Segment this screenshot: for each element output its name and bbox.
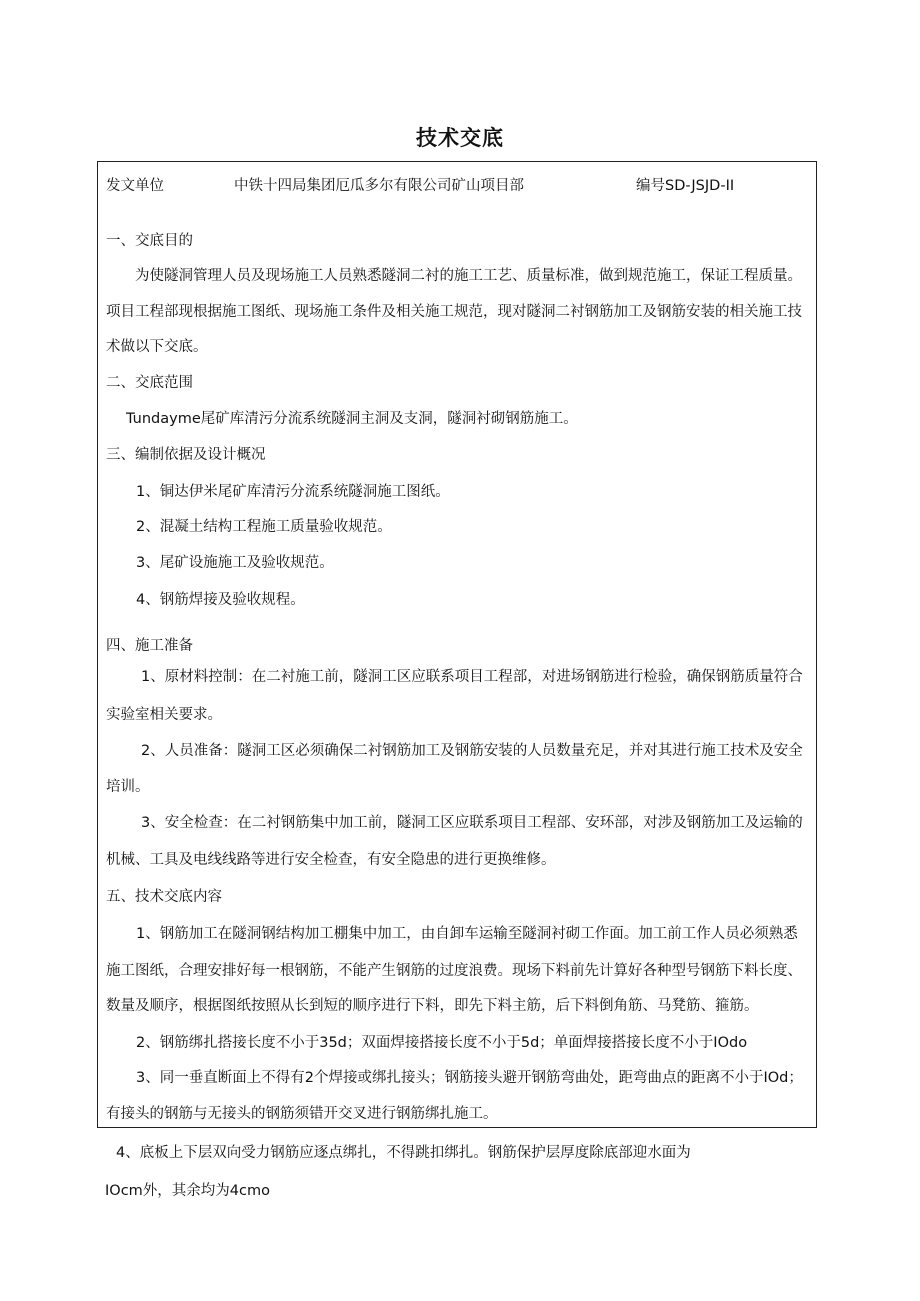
section-2-heading: 二、交底范围 — [106, 375, 193, 391]
s4-line: 2、人员准备：隧洞工区必须确保二衬钢筋加工及钢筋安装的人员数量充足，并对其进行施工技术及安全 — [141, 743, 803, 759]
s4-line: 实验室相关要求。 — [106, 707, 222, 723]
document-title: 技术交底 — [416, 126, 504, 150]
s3-line: 2、混凝土结构工程施工质量验收规范。 — [136, 519, 392, 535]
s4-line: 3、安全检查：在二衬钢筋集中加工前，隧洞工区应联系项目工程部、安环部，对涉及钢筋加工及运输的 — [141, 815, 803, 831]
section-4-heading: 四、施工准备 — [106, 638, 193, 654]
section-1-heading: 一、交底目的 — [106, 233, 193, 249]
s2-line: Tundayme尾矿库清污分流系统隧洞主洞及支洞，隧洞衬砌钢筋施工。 — [126, 411, 578, 427]
s1-line: 为使隧洞管理人员及现场施工人员熟悉隧洞二衬的施工工艺、质量标准，做到规范施工，保证工程质量。 — [135, 268, 802, 284]
s3-line: 1、铜达伊米尾矿库清污分流系统隧洞施工图纸。 — [136, 484, 450, 500]
section-3-heading: 三、编制依据及设计概况 — [106, 447, 266, 463]
s4-line: 培训。 — [106, 779, 150, 795]
s5-line: 1、钢筋加工在隧洞钢结构加工棚集中加工，由自卸车运输至隧洞衬砌工作面。加工前工作人员必须熟悉 — [136, 926, 798, 942]
outside-line: 4、底板上下层双向受力钢筋应逐点绑扎，不得跳扣绑扎。钢筋保护层厚度除底部迎水面为 — [116, 1145, 691, 1161]
s4-line: 1、原材料控制：在二衬施工前，隧洞工区应联系项目工程部，对进场钢筋进行检验，确保钢筋质量符合 — [141, 669, 803, 685]
section-5-heading: 五、技术交底内容 — [106, 889, 222, 905]
s5-line: 有接头的钢筋与无接头的钢筋须错开交叉进行钢筋绑扎施工。 — [106, 1106, 498, 1122]
issuer-label: 发文单位 — [106, 178, 164, 194]
outside-line: IOcm外，其余均为4cmo — [105, 1183, 270, 1199]
s3-line: 3、尾矿设施施工及验收规范。 — [136, 555, 334, 571]
issuer-value: 中铁十四局集团厄瓜多尔有限公司矿山项目部 — [234, 178, 524, 194]
s5-line: 3、同一垂直断面上不得有2个焊接或绑扎接头；钢筋接头避开钢筋弯曲处，距弯曲点的距离不小于IOd； — [136, 1070, 803, 1086]
s4-line: 机械、工具及电线线路等进行安全检查，有安全隐患的进行更换维修。 — [106, 852, 556, 868]
s5-line: 2、钢筋绑扎搭接长度不小于35d；双面焊接搭接长度不小于5d；单面焊接搭接长度不小于IOdo — [136, 1035, 748, 1051]
s1-line: 项目工程部现根据施工图纸、现场施工条件及相关施工规范，现对隧洞二衬钢筋加工及钢筋安装的相关施工技 — [106, 304, 802, 320]
s5-line: 数量及顺序，根据图纸按照从长到短的顺序进行下料，即先下料主筋，后下料倒角筋、马凳筋、箍筋。 — [106, 998, 759, 1014]
document-code: 编号SD-JSJD-II — [636, 178, 735, 194]
s5-line: 施工图纸，合理安排好每一根钢筋，不能产生钢筋的过度浪费。现场下料前先计算好各种型号钢筋下料长度、 — [106, 963, 802, 979]
s3-line: 4、钢筋焊接及验收规程。 — [136, 592, 305, 608]
s1-line: 术做以下交底。 — [106, 339, 208, 355]
